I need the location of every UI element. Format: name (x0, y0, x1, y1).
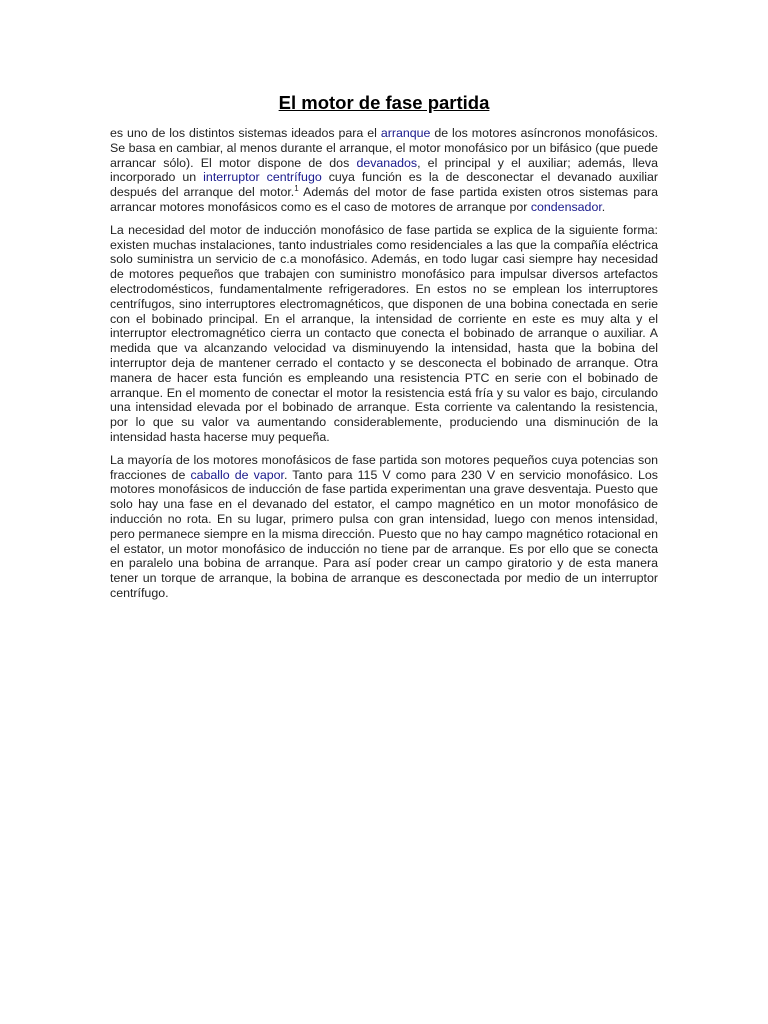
text-span: La mayoría de los motores monofásicos de fase partida son motores pequeños cuya potencias son fracciones de (110, 452, 658, 482)
page-title: El motor de fase partida (278, 92, 490, 113)
paragraph-mayoria (110, 453, 658, 601)
text-span: Además del motor de fase partida existen otros sistemas para arrancar motores monofásicos como es el caso de motores de arranque por (110, 185, 659, 214)
document-page (110, 92, 658, 609)
text-span: . (601, 199, 606, 214)
link-caballo-de-vapor[interactable]: caballo de vapor (190, 467, 284, 482)
link-devanados[interactable]: devanados (356, 155, 418, 170)
text-span: cuya función es la de desconectar el devanado auxiliar después del arranque del motor. (110, 170, 658, 200)
link-interruptor-centrifugo[interactable]: interruptor centrífugo (203, 170, 322, 185)
text-span: es uno de los distintos sistemas ideados para el (110, 126, 381, 140)
link-condensador[interactable]: condensador (530, 199, 602, 214)
text-span: . Tanto para 115 V como para 230 V en servicio monofásico. Los motores monofásicos de inducción de fase partida experimentan una grave desventaja. Puesto que solo hay una fase en el devanado del estator, el campo magnético en un motor monofásico de inducción no rota. En su lugar, primero pulsa con gran intensidad, luego con menos intensidad, pero permanece siempre en la misma dirección. Puesto que no hay campo magnético rotacional en el estator, un motor monofásico de inducción no tiene par de arranque. Es por ello que se conecta en paralelo una bobina de arranque. Para así poder crear un campo giratorio y de esta manera tener un torque de arranque, la bobina de arranque es desconectada por medio de un interruptor centrífugo. (110, 467, 658, 600)
paragraph-necesidad: La necesidad del motor de inducción monofásico de fase partida se explica de la siguiente forma: existen muchas instalaciones, tanto industriales como residenciales a las que la compañía eléctrica solo suministra un servicio de c.a monofásico. Además, en todo lugar casi siempre hay necesidad de motores pequeños que trabajen con suministro monofásico para impulsar diversos artefactos electrodomésticos, fundamentalmente refrigeradores. En estos no se emplean los interruptores centrífugos, sino interruptores electromagnéticos, que disponen de una bobina conectada en serie con el bobinado principal. En el arranque, la intensidad de corriente en este es muy alta y el interruptor electromagnético cierra un contacto que conecta el bobinado de arranque o auxiliar. A medida que va alcanzando velocidad va disminuyendo la intensidad, hasta que la bobina del interruptor deja de mantener cerrado el contacto y se desconecta el bobinado de arranque. Otra manera de hacer esta función es empleando una resistencia PTC en serie con el bobinado de arranque. En el momento de conectar el motor la resistencia está fría y su valor es bajo, circulando una intensidad elevada por el bobinado de arranque. Esta corriente va calentando la resistencia, por lo que su valor va aumentando considerablemente, produciendo una disminución de la intensidad hasta hacerse muy pequeña. (110, 222, 658, 444)
paragraph-intro (110, 126, 658, 215)
link-arranque[interactable]: arranque (380, 126, 431, 140)
reference-marker[interactable]: 1 (294, 184, 299, 194)
text-span: de los motores asíncronos monofásicos. Se basa en cambiar, al menos durante el arranque, el motor monofásico por un bifásico (que puede arrancar sólo). El motor dispone de dos (110, 126, 658, 170)
text-span: , el principal y el auxiliar; además, lleva incorporado un (110, 155, 658, 185)
